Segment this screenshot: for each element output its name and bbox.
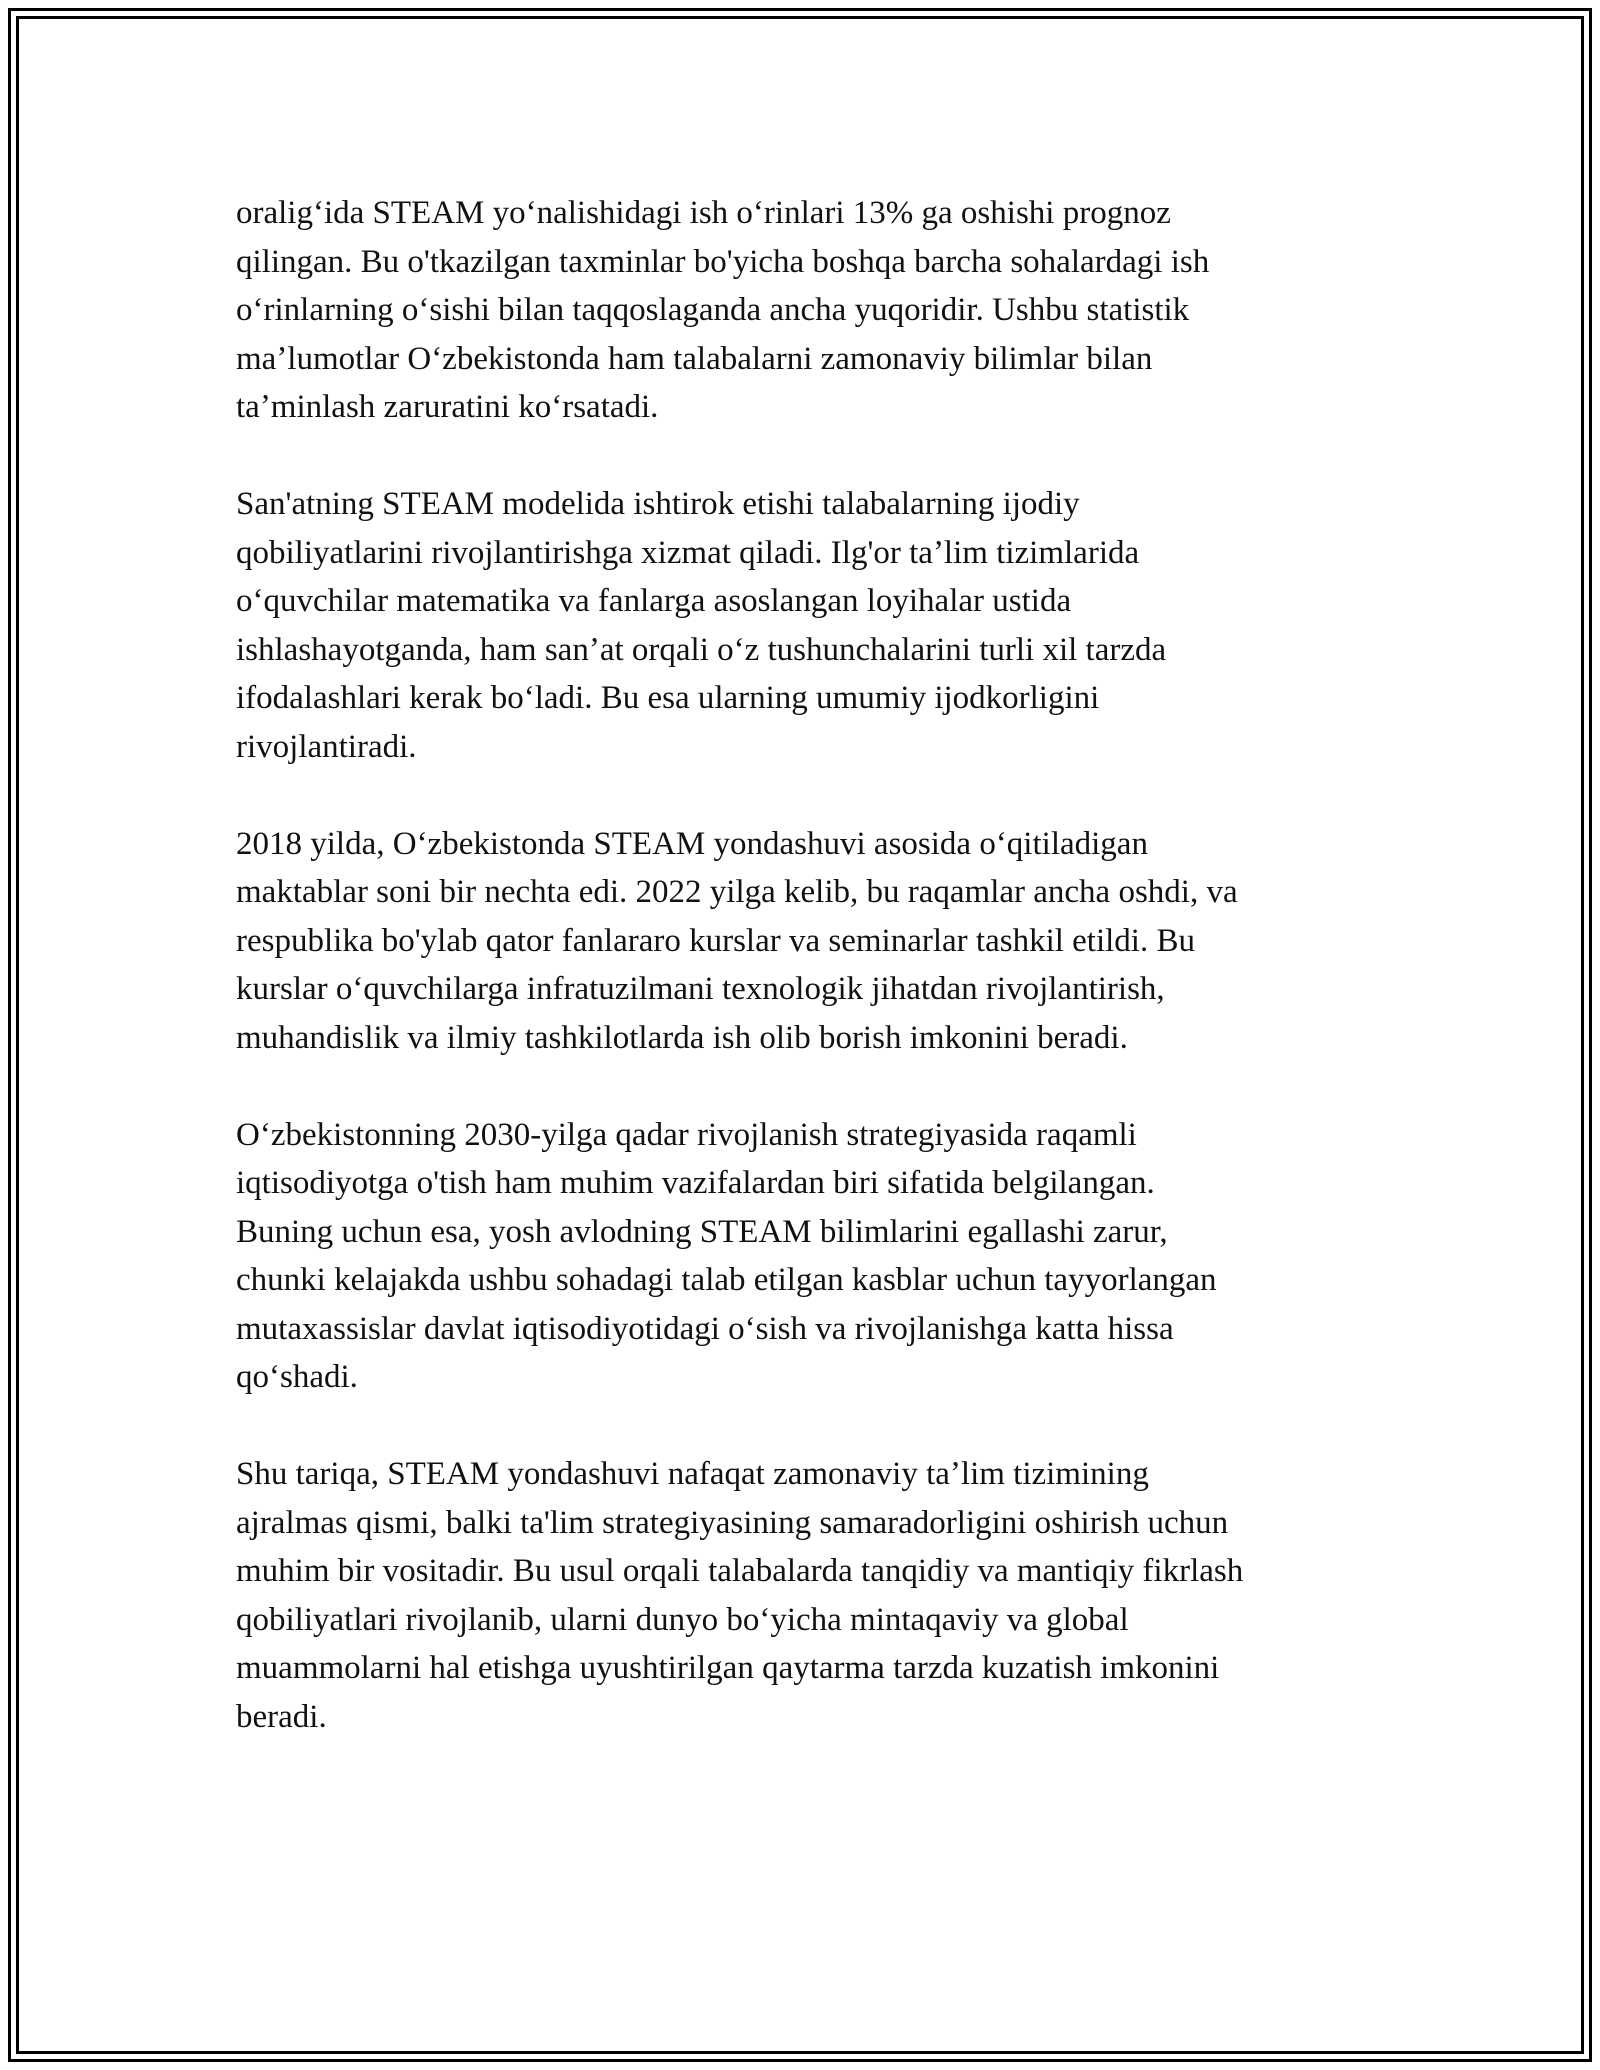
paragraph-line: iqtisodiyotga o'tish ham muhim vazifalardan biri sifatida belgilangan. xyxy=(236,1165,1155,1201)
paragraph-line: qilingan. Bu o'tkazilgan taxminlar bo'yicha boshqa barcha sohalardagi ish xyxy=(236,243,1210,280)
paragraph-line: respublika bo'ylab qator fanlararo kurslar va seminarlar tashkil etildi. Bu xyxy=(236,922,1195,959)
paragraph-line: Shu tariqa, STEAM yondashuvi nafaqat zamonaviy taʼlim tizimining xyxy=(236,1456,1149,1492)
paragraph-line: 2018 yilda, Oʻzbekistonda STEAM yondashuvi asosida oʻqitiladigan xyxy=(236,825,1148,862)
paragraph-line: rivojlantiradi. xyxy=(236,728,417,765)
paragraph-line: Oʻzbekistonning 2030-yilga qadar rivojlanish strategiyasida raqamli xyxy=(236,1116,1137,1153)
paragraph-5 xyxy=(236,1450,1376,1741)
paragraph-line: ifodalashlari kerak boʻladi. Bu esa ularning umumiy ijodkorligini xyxy=(236,680,1100,716)
paragraph-line: kurslar oʻquvchilarga infratuzilmani texnologik jihatdan rivojlantirish, xyxy=(236,971,1165,1007)
document-body xyxy=(236,189,1376,1790)
paragraph-line: qoʻshadi. xyxy=(236,1359,358,1395)
paragraph-line: qobiliyatlarini rivojlantirishga xizmat qiladi. Ilg'or taʼlim tizimlarida xyxy=(236,534,1140,571)
paragraph-4 xyxy=(236,1111,1376,1402)
paragraph-line: beradi. xyxy=(236,1698,327,1735)
paragraph-2 xyxy=(236,480,1376,771)
paragraph-line: muammolarni hal etishga uyushtirilgan qaytarma tarzda kuzatish imkonini xyxy=(236,1650,1220,1686)
paragraph-line: muhim bir vositadir. Bu usul orqali talabalarda tanqidiy va mantiqiy fikrlash xyxy=(236,1553,1244,1589)
paragraph-line: mutaxassislar davlat iqtisodiyotidagi oʻsish va rivojlanishga katta hissa xyxy=(236,1310,1174,1347)
paragraph-line: maktablar soni bir nechta edi. 2022 yilga kelib, bu raqamlar ancha oshdi, va xyxy=(236,874,1238,910)
paragraph-line: taʼminlash zaruratini koʻrsatadi. xyxy=(236,389,659,425)
paragraph-1 xyxy=(236,189,1376,432)
paragraph-line: San'atning STEAM modelida ishtirok etishi talabalarning ijodiy xyxy=(236,486,1080,522)
paragraph-line: maʼlumotlar Oʻzbekistonda ham talabalarni zamonaviy bilimlar bilan xyxy=(236,340,1153,377)
paragraph-line: chunki kelajakda ushbu sohadagi talab etilgan kasblar uchun tayyorlangan xyxy=(236,1262,1217,1298)
paragraph-line: qobiliyatlari rivojlanib, ularni dunyo boʻyicha mintaqaviy va global xyxy=(236,1601,1129,1638)
paragraph-line: ajralmas qismi, balki ta'lim strategiyasining samaradorligini oshirish uchun xyxy=(236,1504,1229,1541)
paragraph-line: ishlashayotganda, ham sanʼat orqali oʻz tushunchalarini turli xil tarzda xyxy=(236,631,1167,668)
paragraph-line: oʻrinlarning oʻsishi bilan taqqoslaganda ancha yuqoridir. Ushbu statistik xyxy=(236,292,1190,328)
paragraph-line: oʻquvchilar matematika va fanlarga asoslangan loyihalar ustida xyxy=(236,583,1072,619)
paragraph-line: Buning uchun esa, yosh avlodning STEAM bilimlarini egallashi zarur, xyxy=(236,1213,1168,1250)
paragraph-line: muhandislik va ilmiy tashkilotlarda ish olib borish imkonini beradi. xyxy=(236,1019,1128,1056)
paragraph-3 xyxy=(236,820,1376,1063)
paragraph-line: oraligʻida STEAM yoʻnalishidagi ish oʻrinlari 13% ga oshishi prognoz xyxy=(236,195,1171,231)
